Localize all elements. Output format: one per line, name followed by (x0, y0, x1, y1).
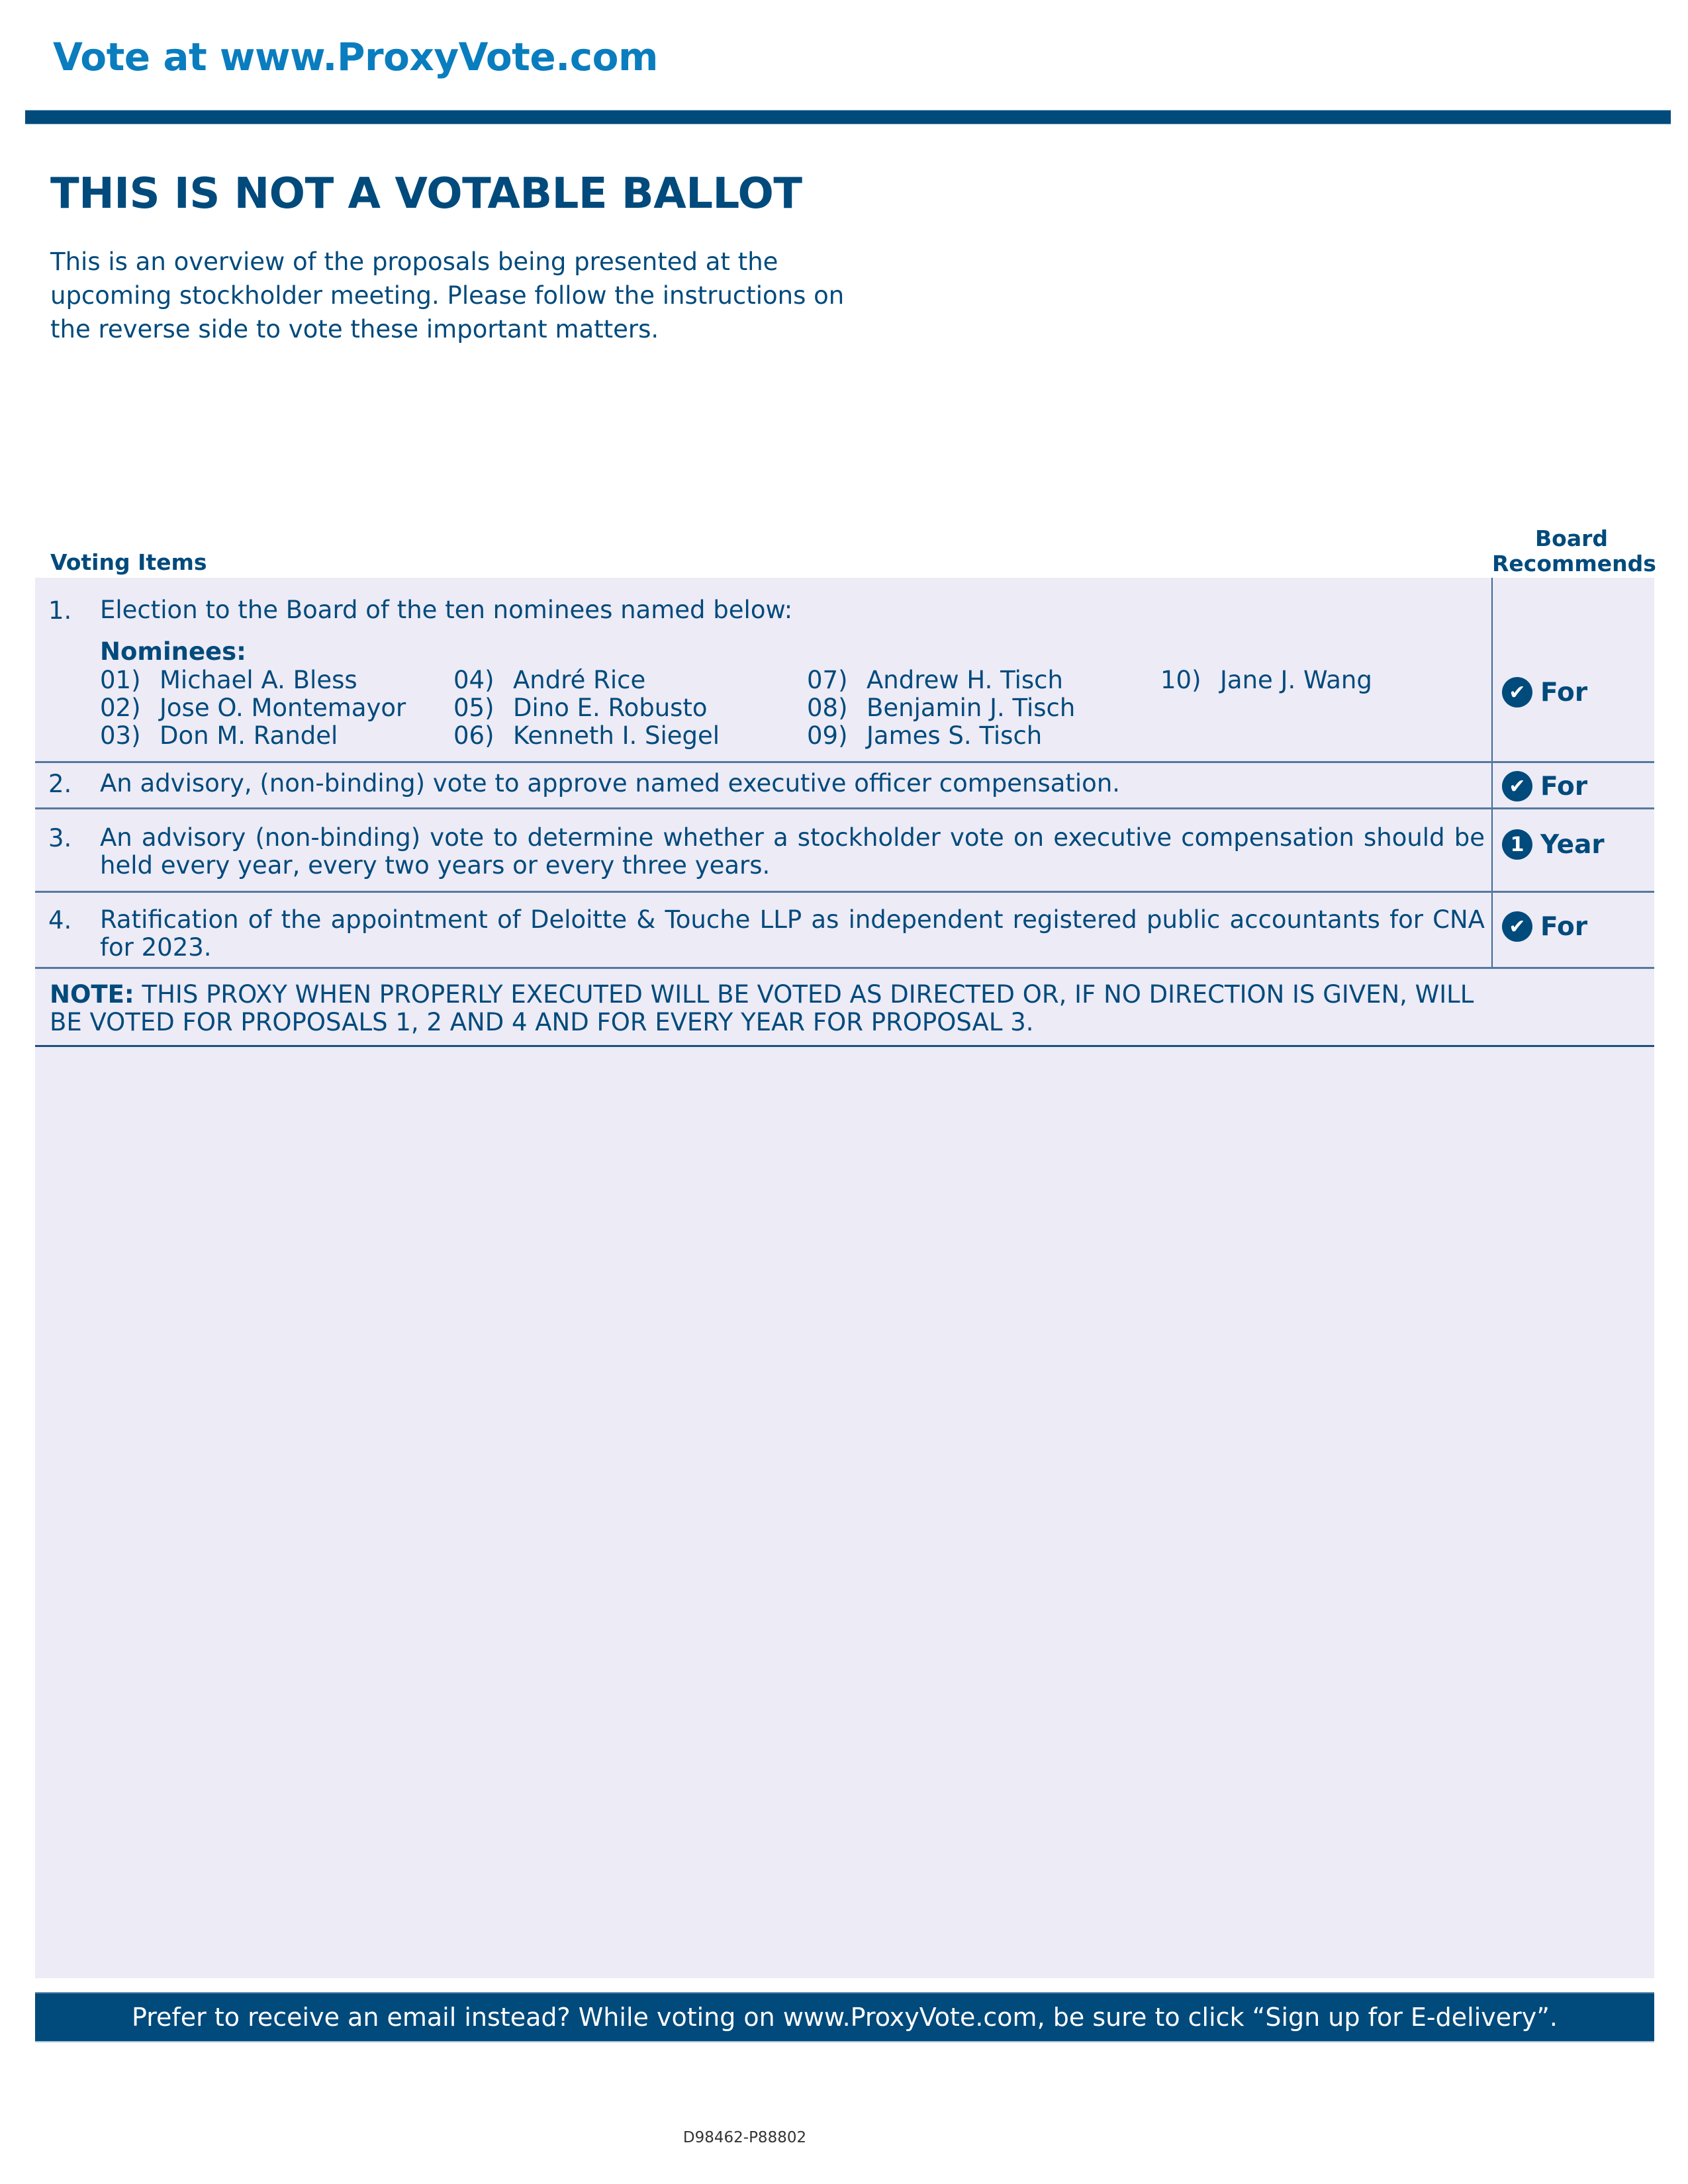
nominee: 10) Jane J. Wang (1160, 666, 1372, 694)
voting-item-3 (35, 809, 1654, 893)
recommendation (1502, 911, 1587, 942)
item-number: 2. (48, 770, 72, 798)
page-title: THIS IS NOT A VOTABLE BALLOT (50, 169, 802, 218)
header-divider (25, 110, 1671, 124)
item-text: An advisory, (non-binding) vote to approve named executive officer compensation. (100, 769, 1121, 797)
nominee: 06) Kenneth I. Siegel (453, 721, 720, 750)
voting-items-header: Voting Items (50, 549, 207, 575)
nominee: 08) Benjamin J. Tisch (807, 694, 1076, 722)
note-label: NOTE: (50, 980, 134, 1009)
nominee: 01) Michael A. Bless (100, 666, 357, 694)
nominee: 04) André Rice (453, 666, 646, 694)
document-code: D98462-P88802 (682, 2129, 807, 2146)
voting-item-1 (35, 578, 1654, 763)
recommendation-label: For (1540, 771, 1588, 801)
board-recommends-header (1492, 525, 1656, 576)
intro-line: upcoming stockholder meeting. Please follow the instructions on (50, 281, 845, 310)
e-delivery-banner: Prefer to receive an email instead? While voting on www.ProxyVote.com, be sure to click “Sign up for E-delivery”. (35, 1992, 1654, 2042)
nominee: 07) Andrew H. Tisch (807, 666, 1063, 694)
nominee-list (100, 666, 1490, 752)
recommendation (1502, 771, 1587, 801)
proxy-note (35, 969, 1654, 1047)
recommendation-label: Year (1540, 829, 1605, 860)
board-recommends-line2: Recommends (1492, 551, 1656, 576)
check-circle-icon: ✔ (1502, 771, 1532, 801)
intro-line: This is an overview of the proposals being presented at the (50, 248, 778, 276)
proxyvote-link[interactable]: Vote at www.ProxyVote.com (53, 34, 658, 79)
recommendation-label: For (1540, 911, 1588, 942)
voting-item-4 (35, 893, 1654, 969)
item-text: An advisory (non-binding) vote to determine whether a stockholder vote on executive compensation should be held every year, every two years or every three years. (100, 823, 1485, 880)
number-one-circle-icon: 1 (1502, 829, 1532, 860)
recommendation (1502, 829, 1605, 860)
note-text (50, 981, 1493, 1036)
note-body: THIS PROXY WHEN PROPERLY EXECUTED WILL BE VOTED AS DIRECTED OR, IF NO DIRECTION IS GIVEN, WILL BE VOTED FOR PROPOSALS 1, 2 AND 4 AND FOR EVERY YEAR FOR PROPOSAL 3. (50, 980, 1474, 1036)
nominee: 05) Dino E. Robusto (453, 694, 708, 722)
item-number: 3. (48, 824, 72, 852)
item-text: Ratification of the appointment of Deloitte & Touche LLP as independent registered public accountants for CNA for 2023. (100, 905, 1485, 962)
recommendation (1502, 677, 1587, 707)
nominee: 03) Don M. Randel (100, 721, 338, 750)
nominee: 09) James S. Tisch (807, 721, 1043, 750)
recommendation-label: For (1540, 677, 1588, 707)
item-number: 1. (48, 596, 72, 625)
nominee: 02) Jose O. Montemayor (100, 694, 406, 722)
check-circle-icon: ✔ (1502, 677, 1532, 707)
item-number: 4. (48, 906, 72, 934)
board-recommends-line1: Board (1535, 525, 1608, 551)
voting-item-2 (35, 763, 1654, 809)
nominees-label: Nominees: (100, 637, 246, 666)
check-circle-icon: ✔ (1502, 911, 1532, 942)
item-text: Election to the Board of the ten nominees named below: (100, 596, 793, 624)
intro-line: the reverse side to vote these important matters. (50, 315, 659, 343)
intro-paragraph (50, 245, 845, 346)
